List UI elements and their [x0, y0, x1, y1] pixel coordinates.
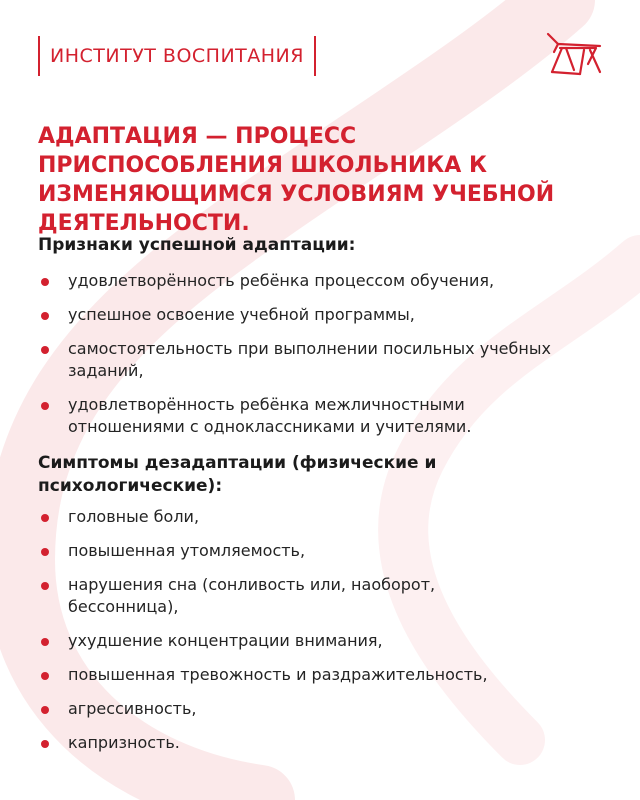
brand-name: ИНСТИТУТ ВОСПИТАНИЯ: [50, 45, 304, 67]
success-title: Признаки успешной адаптации:: [38, 235, 356, 255]
bullet-icon: [41, 548, 49, 556]
list-item: ухудшение концентрации внимания,: [38, 630, 608, 652]
list-item: успешное освоение учебной программы,: [38, 304, 608, 326]
bullet-icon: [41, 402, 49, 410]
list-item: повышенная тревожность и раздражительность,: [38, 664, 608, 686]
horse-logo-icon: [540, 30, 604, 80]
bullet-icon: [41, 638, 49, 646]
list-item: агрессивность,: [38, 698, 608, 720]
symptoms-list: [38, 506, 608, 754]
list-item: головные боли,: [38, 506, 608, 528]
list-item: капризность.: [38, 732, 608, 754]
list-item: удовлетворённость ребёнка межличностными отношениями с одноклассниками и учителями.: [38, 394, 578, 438]
list-item: удовлетворённость ребёнка процессом обучения,: [38, 270, 608, 292]
bullet-icon: [41, 278, 49, 286]
headline: АДАПТАЦИЯ — ПРОЦЕСС ПРИСПОСОБЛЕНИЯ ШКОЛЬНИКА К ИЗМЕНЯЮЩИМСЯ УСЛОВИЯМ УЧЕБНОЙ ДЕЯТЕЛЬНОСТИ.: [38, 124, 555, 236]
bullet-icon: [41, 706, 49, 714]
bullet-icon: [41, 346, 49, 354]
success-list: [38, 270, 608, 438]
header: [38, 36, 316, 76]
bullet-icon: [41, 582, 49, 590]
symptoms-title: Симптомы дезадаптации (физические и психологические):: [38, 453, 437, 496]
list-item: самостоятельность при выполнении посильных учебных заданий,: [38, 338, 578, 382]
bullet-icon: [41, 312, 49, 320]
list-item: повышенная утомляемость,: [38, 540, 608, 562]
header-right-bar: [314, 36, 316, 76]
bullet-icon: [41, 672, 49, 680]
list-item: нарушения сна (сонливость или, наоборот, бессонница),: [38, 574, 548, 618]
bullet-icon: [41, 740, 49, 748]
bullet-icon: [41, 514, 49, 522]
